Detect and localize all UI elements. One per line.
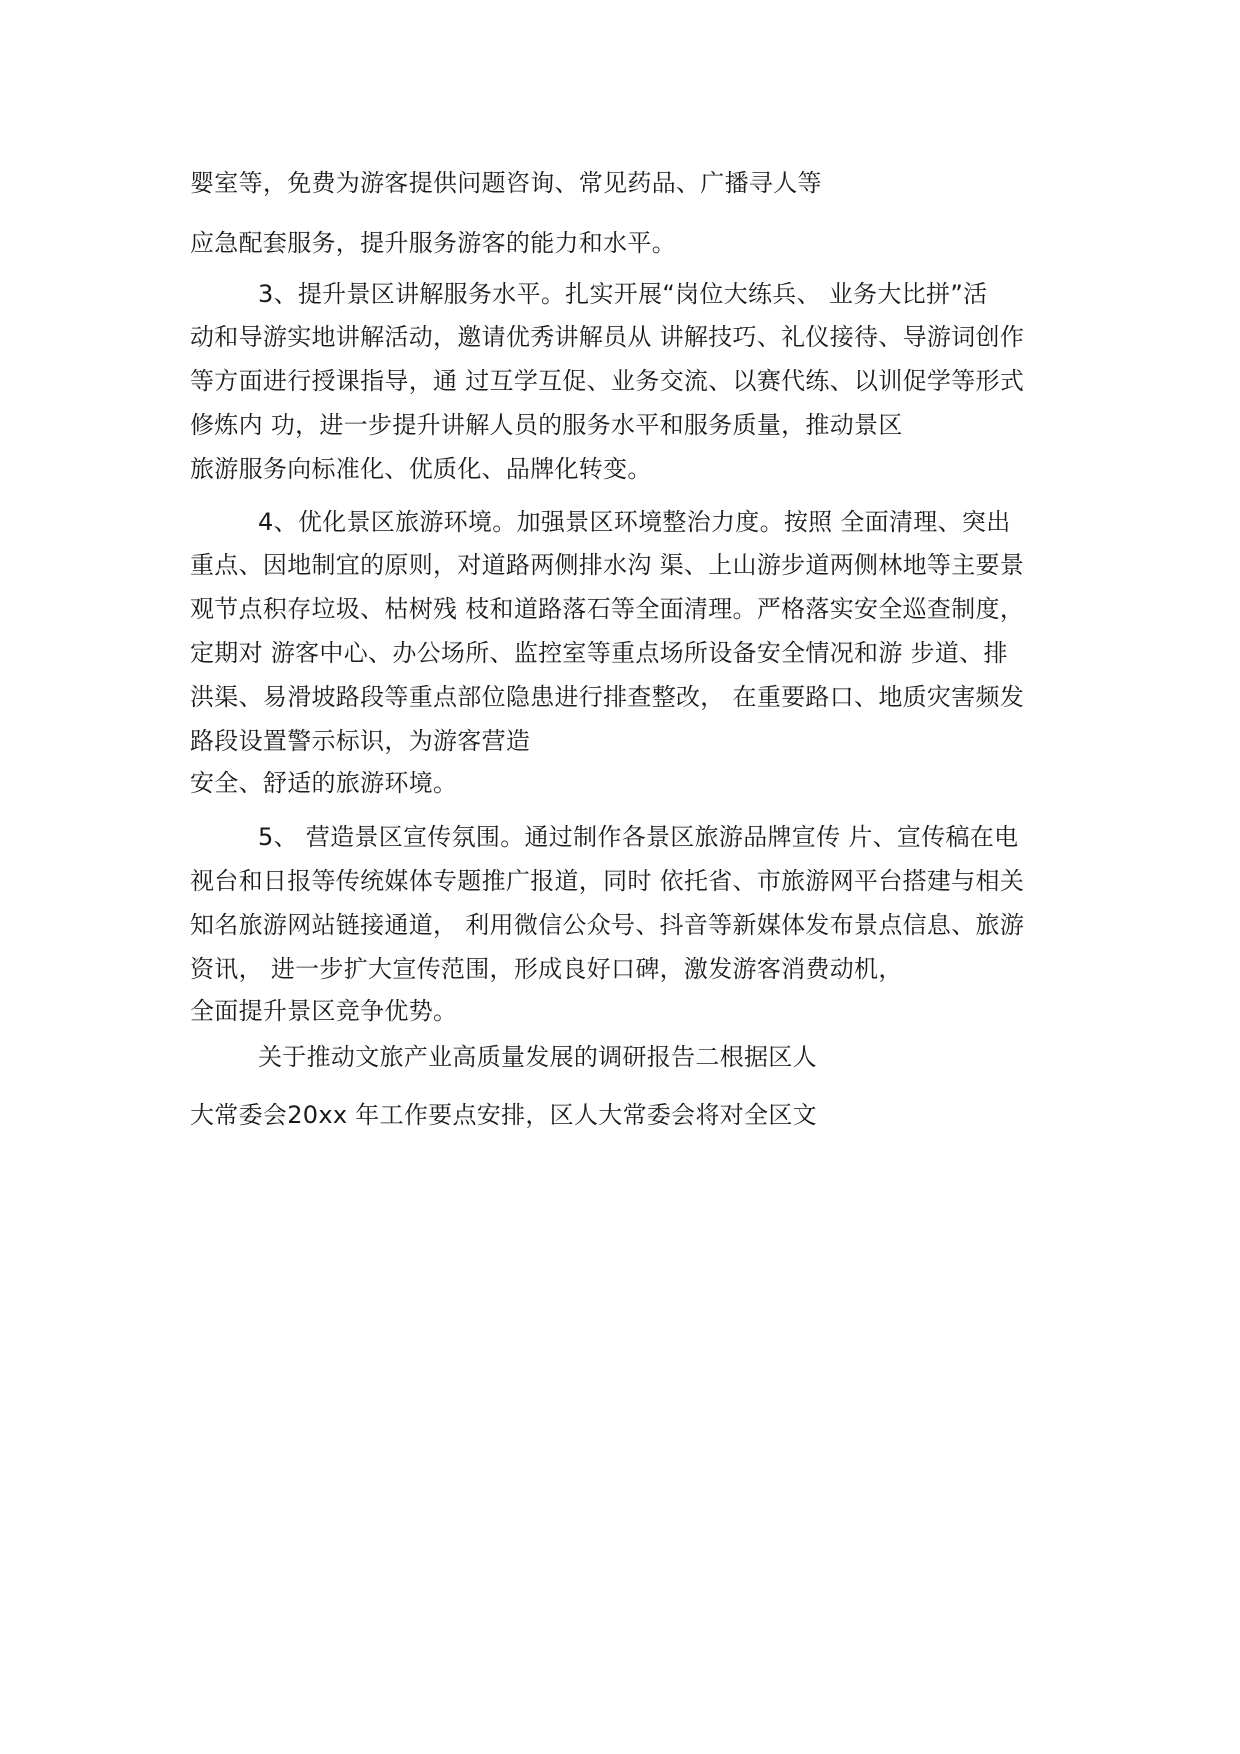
text-line: 视台和日报等传统媒体专题推广报道，同时 依托省、市旅游网平台搭建与相关	[190, 867, 1025, 895]
report-heading-line: 关于推动文旅产业高质量发展的调研报告二根据区人	[258, 1043, 817, 1071]
text-line: 路段设置警示标识，为游客营造	[190, 727, 531, 755]
text-line: 大常委会20xx 年工作要点安排，区人大常委会将对全区文	[190, 1101, 817, 1129]
text-line: 旅游服务向标准化、优质化、品牌化转变。	[190, 455, 652, 483]
text-line: 定期对 游客中心、办公场所、监控室等重点场所设备安全情况和游 步道、排	[190, 639, 1008, 667]
text-line: 应急配套服务，提升服务游客的能力和水平。	[190, 229, 676, 257]
paragraph-4-start: 4、优化景区旅游环境。加强景区环境整治力度。按照 全面清理、突出	[258, 508, 1011, 536]
text-line: 资讯， 进一步扩大宣传范围，形成良好口碑，激发游客消费动机，	[190, 955, 903, 983]
text-line: 知名旅游网站链接通道， 利用微信公众号、抖音等新媒体发布景点信息、旅游	[190, 911, 1025, 939]
text-line: 安全、舒适的旅游环境。	[190, 769, 458, 797]
text-line: 婴室等，免费为游客提供问题咨询、常见药品、广播寻人等	[190, 169, 822, 197]
text-line: 动和导游实地讲解活动，邀请优秀讲解员从 讲解技巧、礼仪接待、导游词创作	[190, 323, 1025, 351]
text-line: 全面提升景区竞争优势。	[190, 997, 458, 1025]
text-line: 等方面进行授课指导，通 过互学互促、业务交流、以赛代练、以训促学等形式	[190, 367, 1025, 395]
text-line: 观节点积存垃圾、枯树残 枝和道路落石等全面清理。严格落实安全巡查制度，	[190, 595, 1025, 623]
text-line: 重点、因地制宜的原则，对道路两侧排水沟 渠、上山游步道两侧林地等主要景	[190, 551, 1025, 579]
text-line: 洪渠、易滑坡路段等重点部位隐患进行排查整改， 在重要路口、地质灾害频发	[190, 683, 1025, 711]
paragraph-5-start: 5、 营造景区宣传氛围。通过制作各景区旅游品牌宣传 片、宣传稿在电	[258, 823, 1019, 851]
text-line: 修炼内 功，进一步提升讲解人员的服务水平和服务质量，推动景区	[190, 411, 903, 439]
paragraph-3-start: 3、提升景区讲解服务水平。扎实开展“岗位大练兵、 业务大比拼”活	[258, 280, 988, 308]
